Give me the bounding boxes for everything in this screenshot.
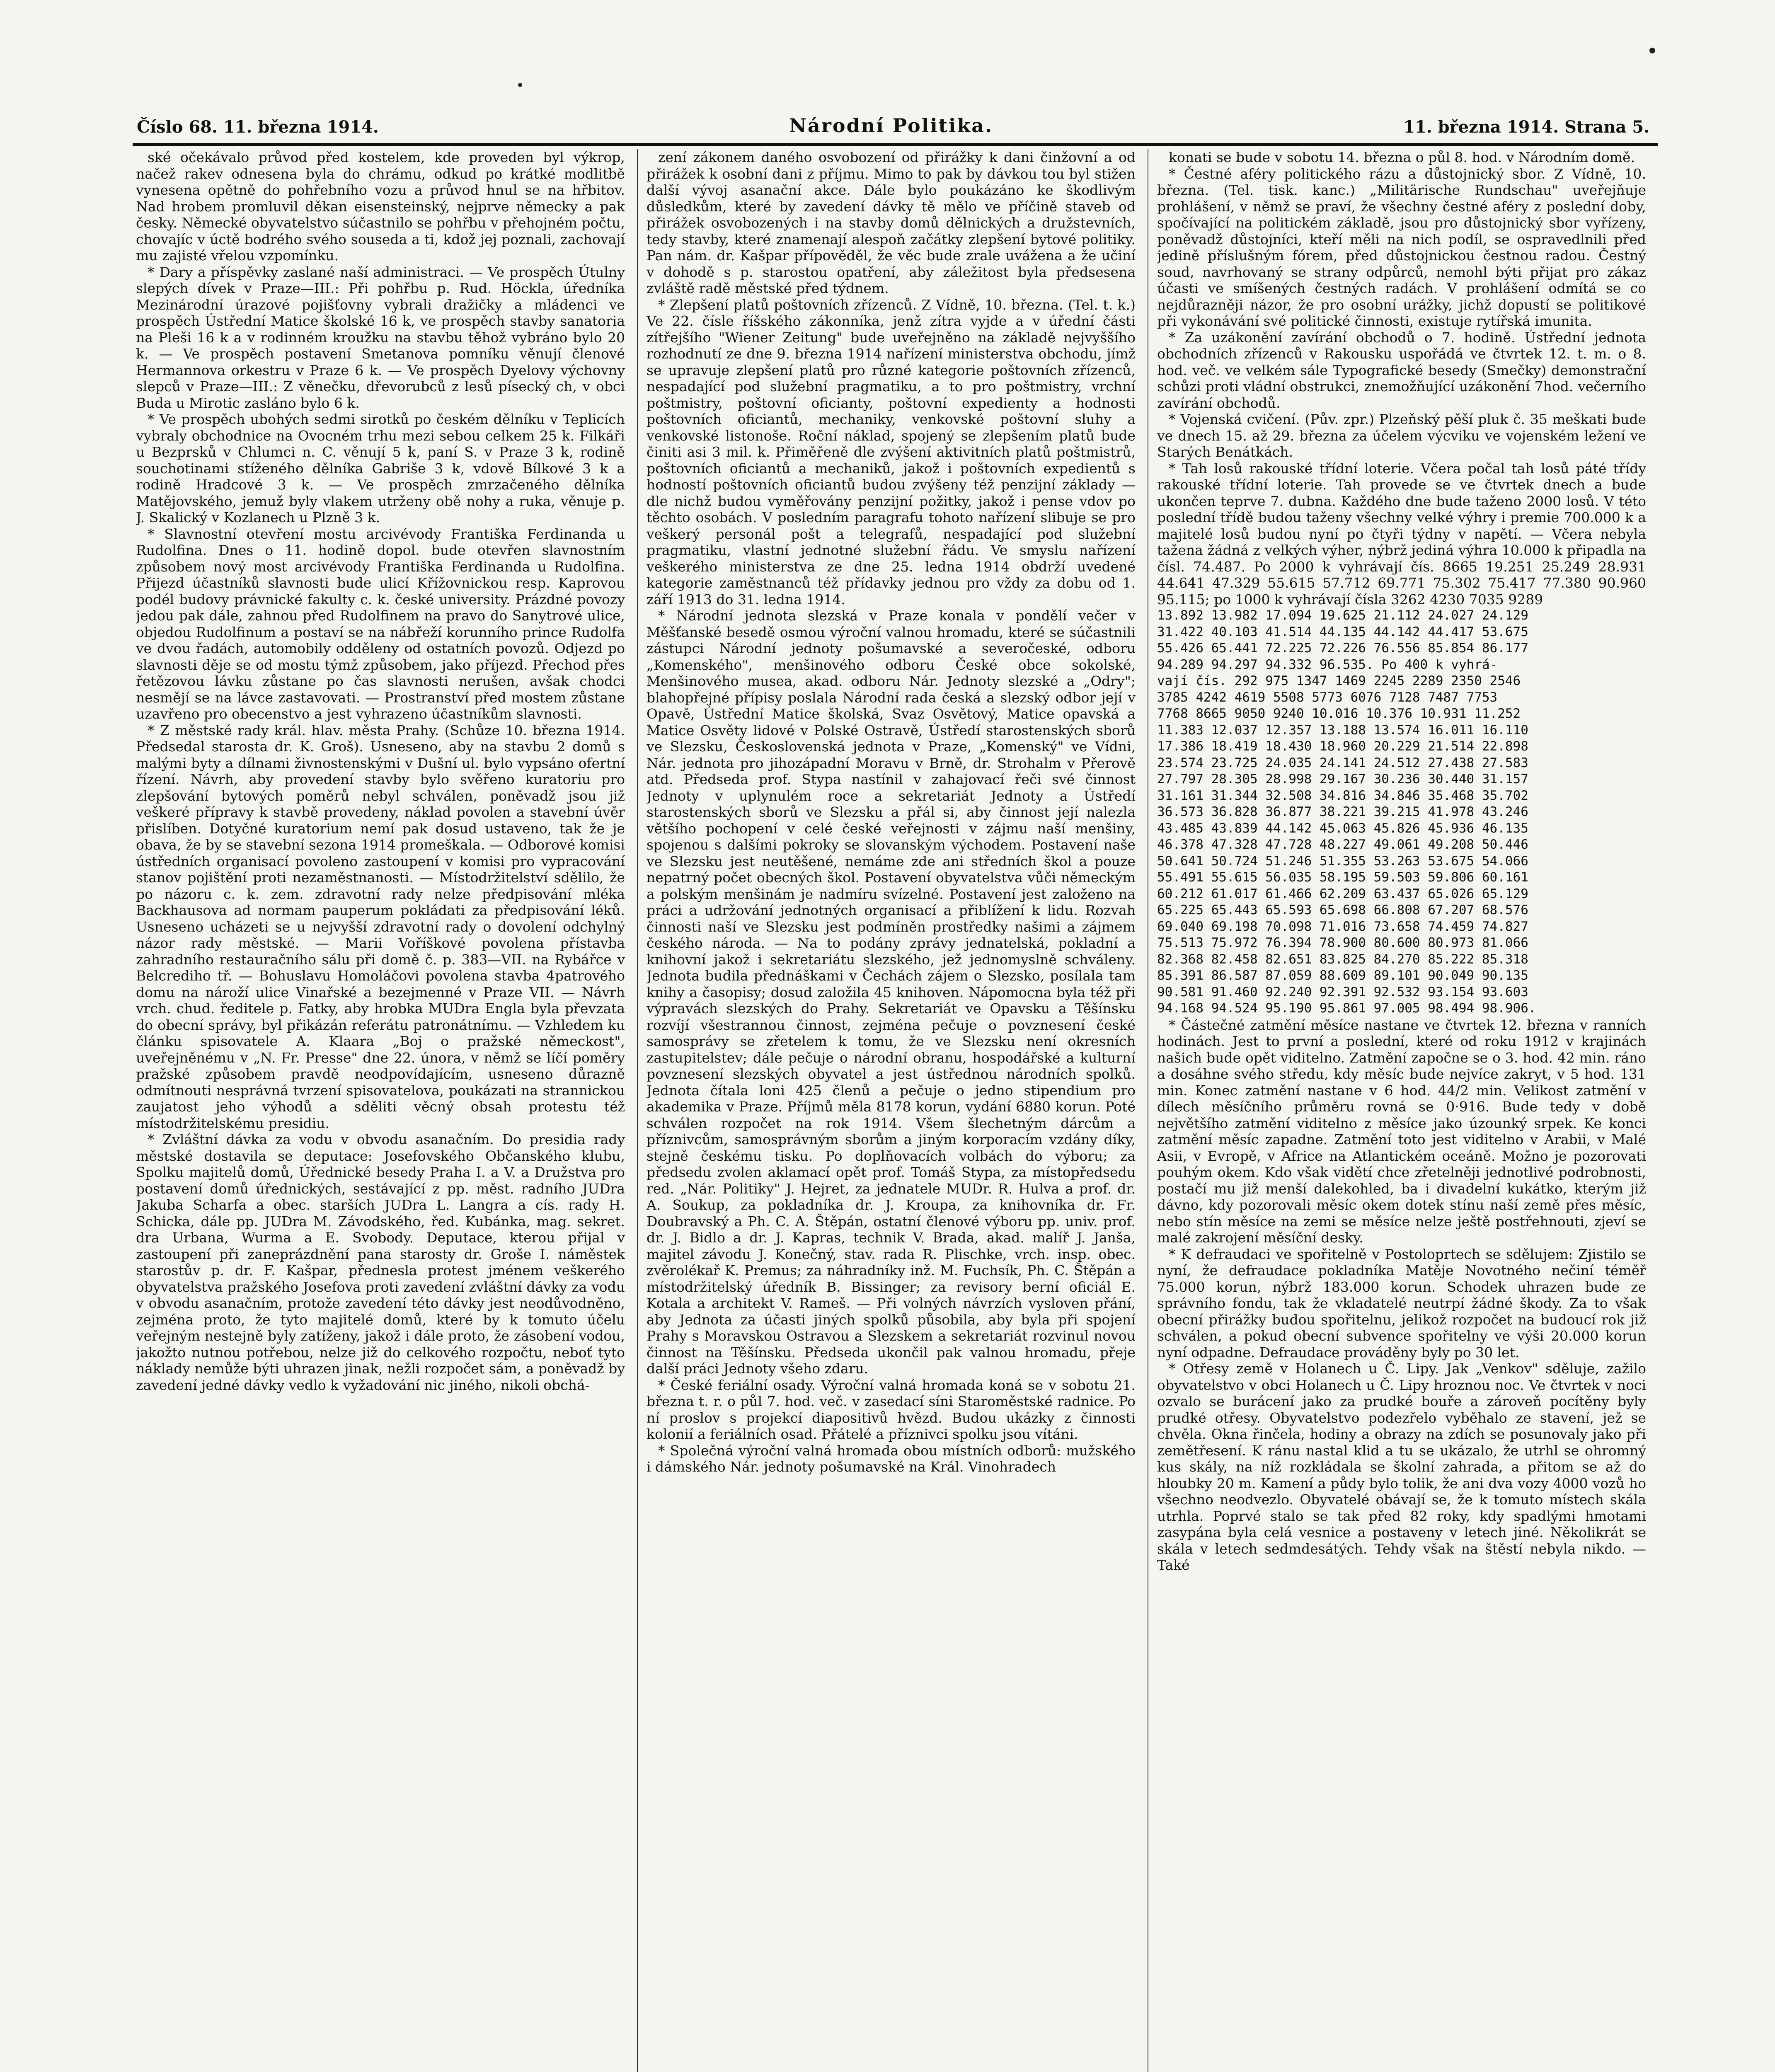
article-paragraph: * Otřesy země v Holanech u Č. Lipy. Jak „Venkov" sděluje, zažilo obyvatelstvo v obci Holanech u Č. Lipy hroznou noc. Ve čtvrtek v noci ozvalo se burácení jako za prudké bouře a zároveň pocítěny byly prudké otřesy. Obyvatelstvo podezřelo vyběhalo ze stavení, jež se chvěla. Okna řinčela, hodiny a obrazy na zdích se posunovaly jako při zemětřesení. K ránu nastal klid a tu se ukázalo, že utrhl se ohromný kus skály, na níž rozkládala se školní zahrada, a přitom se až do hloubky 20 m. Kamení a půdy bylo tolik, že ani dva vozy 4000 vozů ho všechno neodvezlo. Obyvatelé obávají se, že k tomuto místech skála utrhla. Poprvé stalo se tak před 82 roky, kdy spadlými hmotami zasypána byla celá vesnice a postaveny v letech jiné. Několikrát se skála v letech sedmdesátých. Tehdy však na štěstí nebyla nikdo. — Také <box>1157 1360 1646 1573</box>
lottery-row: 13.892 13.982 17.094 19.625 21.112 24.027 24.129 <box>1157 608 1528 623</box>
lottery-row: 65.225 65.443 65.593 65.698 66.808 67.207 68.576 <box>1157 903 1528 917</box>
column-2 <box>647 149 1136 2072</box>
newspaper-title: Národní Politika. <box>789 114 993 137</box>
lottery-results-table <box>1157 608 1646 1017</box>
lottery-row: 50.641 50.724 51.246 51.355 53.263 53.675 54.066 <box>1157 853 1528 869</box>
lottery-row: 55.426 65.441 72.225 72.226 76.556 85.854 86.177 <box>1157 641 1528 656</box>
article-paragraph: * Čestné aféry politického rázu a důstojnický sbor. Z Vídně, 10. března. (Tel. tisk. kanc.) „Militärische Rundschau" uveřejňuje prohlášení, v němž se praví, že všechny čestné aféry z poslední doby, spočívající na politickém základě, jsou pro důstojnický sbor vyřízeny, poněvadž důstojníci, kteří měli na nich podíl, se ospravedlnili před jedině příslušným fórem, před důstojnickou čestnou radou. Čestný soud, navrhovaný se strany odpůrců, nemohl býti přijat pro zákaz účasti ve smíšených čestných radách. V prohlášení odmítá se co nejdůrazněji názor, že pro osobní urážky, jichž dopustí se politikové při vykonávání své politické činnosti, existuje rytířská imunita. <box>1157 165 1646 329</box>
lottery-row: 85.391 86.587 87.059 88.609 89.101 90.049 90.135 <box>1157 968 1528 983</box>
issue-number: Číslo 68. 11. března 1914. <box>137 117 379 137</box>
lottery-row: 69.040 69.198 70.098 71.016 73.658 74.459 74.827 <box>1157 919 1528 934</box>
article-paragraph: * České feriální osady. Výroční valná hromada koná se v sobotu 21. března t. r. o půl 7. hod. več. v zasedací síni Staroměstské radnice. Po ní proslov s projekcí diapositivů hvězd. Budou ukázky z činnosti kolonií a feriálních osad. Přátelé a příznivci spolku jsou vítáni. <box>647 1377 1136 1442</box>
lottery-row: 31.422 40.103 41.514 44.135 44.142 44.417 53.675 <box>1157 624 1528 639</box>
article-paragraph: * Vojenská cvičení. (Pův. zpr.) Plzeňský pěší pluk č. 35 meškati bude ve dnech 15. až 29. března za účelem výcviku ve vojenském ležení ve Starých Benátkách. <box>1157 411 1646 460</box>
article-paragraph: * Zlepšení platů poštovních zřízenců. Z Vídně, 10. března. (Tel. t. k.) Ve 22. čísle říšského zákonníka, jenž zítra vyjde a v úřední části zítřejšího "Wiener Zeitung" bude uveřejněno na základě nejvyššího rozhodnutí ze dne 9. března 1914 nařízení ministerstva obchodu, jímž se upravuje zlepšení platů pro různé kategorie poštovních zřízenců, nespadající pod služební pragmatiku, a to pro poštmistry, vrchní poštmistry, poštovní oficianty, poštovní expedienty a hodnosti poštovních oficiantů, mechaniky, venkovské poštovní sluhy a venkovské listonoše. Roční náklad, spojený se zlepšením platů bude činiti asi 3 mil. k. Přiměřeně dle zvýšení aktivitních platů poštmistrů, poštovních oficiantů a mechaniků, jakož i poštovních expedientů s hodností poštovních oficiantů budou zvýšeny též penzijní základy — dle nichž budou vyměřovány penzijní požitky, jakož i pense vdov po těchto osobách. V posledním paragrafu tohoto nařízení slibuje se pro veškerý personál pošt a telegrafů, nespadající pod služební pragmatiku, vlastní jednotné služební řádu. Ve smyslu nařízení veškerého ministerstva ze dne 25. ledna 1914 obdrží uvedené kategorie zaměstnanců též přídavky jednou pro vždy za dobu od 1. září 1913 do 31. ledna 1914. <box>647 296 1136 608</box>
lottery-row: 55.491 55.615 56.035 58.195 59.503 59.806 60.161 <box>1157 870 1528 885</box>
lottery-row: 23.574 23.725 24.035 24.141 24.512 27.438 27.583 <box>1157 755 1528 770</box>
lottery-row: 60.212 61.017 61.466 62.209 63.437 65.026 65.129 <box>1157 886 1528 901</box>
lottery-row: 46.378 47.328 47.728 48.227 49.061 49.208 50.446 <box>1157 837 1528 852</box>
article-paragraph: * K defraudaci ve spořitelně v Postoloprtech se sdělujem: Zjistilo se nyní, že defraudace pokladníka Matěje Novotného nečiní téměř 75.000 korun, nýbrž 183.000 korun. Schodek uhrazen bude ze správního fondu, tak že vkladatelé neutrpí žádné škody. Za to však obecní přirážky budou spořitelnu, jelikož rozpočet na budoucí rok již schválen, a pokud obecní subvence spořitelny ve výši 20.000 korun nyní odpadne. Defraudace prováděny byly po 30 let. <box>1157 1246 1646 1360</box>
column-1 <box>136 149 625 2072</box>
lottery-row: 36.573 36.828 36.877 38.221 39.215 41.978 43.246 <box>1157 804 1528 819</box>
lottery-row: 75.513 75.972 76.394 78.900 80.600 80.973 81.066 <box>1157 935 1528 950</box>
article-paragraph: * Dary a příspěvky zaslané naší administraci. — Ve prospěch Útulny slepých dívek v Praze—III.: Při pohřbu p. Rud. Höckla, úředníka Mezinárodní úrazové pojišťovny vybrali dražičky a mládenci ve prospěch Ústřední Matice školské 16 k, ve prospěch stavby sanatoria na Pleši 16 k a v rodinném kroužku na stavbu těhož vybráno bylo 20 k. — Ve prospěch postavení Smetanova pomníku věnují členové Hermannova orkestru v Praze 6 k. — Ve prospěch Dyelovy výchovny slepců v Praze—III.: Z věnečku, dřevorubců z lesů písecký ch, v obci Buda u Mirotic zasláno bylo 6 k. <box>136 264 625 411</box>
lottery-row: 94.168 94.524 95.190 95.861 97.005 98.494 98.906. <box>1157 1001 1536 1016</box>
lottery-row: vají čís. 292 975 1347 1469 2245 2289 2350 2546 <box>1157 673 1521 688</box>
date-page: 11. března 1914. Strana 5. <box>1403 117 1649 137</box>
paper-speck <box>1649 48 1655 53</box>
article-paragraph: * Tah losů rakouské třídní loterie. Včera počal tah losů páté třídy rakouské třídní loterie. Tah provede se ve čtvrtek dnech a bude ukončen teprve 7. dubna. Každého dne bude taženo 2000 losů. V této poslední třídě budou taženy všechny velké výhry i premie 700.000 k a majitelé losů budou nyní po čtyři týdny v napětí. — Včera nebyla tažena žádná z velkých výher, nýbrž jediná výhra 10.000 k připadla na čísl. 74.487. Po 2000 k vyhrávají čís. 8665 19.251 25.249 28.931 44.641 47.329 55.615 57.712 69.771 75.302 75.417 77.380 90.960 95.115; po 1000 k vyhrávají čísla 3262 4230 7035 9289 <box>1157 460 1646 608</box>
article-paragraph: * Společná výroční valná hromada obou místních odborů: mužského i dámského Nár. jednoty pošumavské na Král. Vinohradech <box>647 1442 1136 1475</box>
lottery-row: 94.289 94.297 94.332 96.535. Po 400 k vyhrá- <box>1157 657 1498 672</box>
article-paragraph: * Slavnostní otevření mostu arcivévody Františka Ferdinanda u Rudolfina. Dnes o 11. hodině dopol. bude otevřen slavnostním způsobem nový most arcivévody Františka Ferdinanda u Rudolfina. Přijezd účastníků slavnosti bude ulicí Křížovnickou resp. Kaprovou podél budovy právnické fakulty c. k. české university. Prázdné povozy jedou pak dále, zahnou před Rudolfinem na pravo do Sanytrové ulice, objedou Rudolfinum a postaví se na nábřeží korunního prince Rudolfa ve dvou řadách, automobily odděleny od ostatních povozů. Odjezd po slavnosti děje se od mostu týmž způsobem, jako příjezd. Přechod přes řetězovou lávku zůstane po čas slavnosti nerušen, avšak chodci nesmějí se na lávce zastavovati. — Prostranství před mostem zůstane uzavřeno pro obecenstvo a jest vyhrazeno účastníkům slavnosti. <box>136 525 625 722</box>
article-paragraph: * Zvláštní dávka za vodu v obvodu asanačním. Do presidia rady městské dostavila se deputace: Josefovského Občanského klubu, Spolku majitelů domů, Úřednické besedy Praha I. a V. a Družstva pro postavení domů úřednických, sestávající z pp. měst. radního JUDra Jakuba Scharfa a obec. starších JUDra L. Langra a cís. rady H. Schicka, dále pp. JUDra M. Závodského, řed. Kubánka, mag. sekret. dra Urbana, Wurma a E. Svobody. Deputace, kterou přijal v zastoupení při zaneprázdnění pana starosty dr. Groše I. náměstek starostův p. dr. F. Kašpar, přednesla protest jménem veškerého obyvatelstva pražského Josefova proti zavedení zvláštní dávky za vodu v obvodu asanačním, protože zavedení této dávky jest neodůvodněno, zejména proto, že tyto majitelé domů, které by k tomuto účelu veřejným nestejně byly zatíženy, jakož i dále proto, že zásobení vodou, jakožto nutnou potřebou, nelze již do celkového rozpočtu, neboť tyto náklady nemůže býti uhrazen jinak, nežli rozpočet sám, a poněvadž by zavedení jedné dávky vedlo k vyžadování nic jiného, nikoli obchá- <box>136 1131 625 1393</box>
lottery-row: 17.386 18.419 18.430 18.960 20.229 21.514 22.898 <box>1157 739 1528 754</box>
lottery-row: 27.797 28.305 28.998 29.167 30.236 30.440 31.157 <box>1157 772 1528 787</box>
article-paragraph: * Ve prospěch ubohých sedmi sirotků po českém dělníku v Teplicích vybraly obchodnice na Ovocném trhu mezi sebou celkem 25 k. Filkáři u Bezprsků v Chlumci n. C. věnují 5 k, paní S. v Praze 3 k, rodině souchotinami stíženého dělníka Gabriše 3 k, vdově Bílkové 3 k a rodině Hradcové 3 k. — Ve prospěch zmrzačeného dělníka Matějovského, jemuž byly vlakem utrženy obě nohy a ruka, věnuje p. J. Skalický v Kozlanech u Plzně 3 k. <box>136 411 625 525</box>
header-rule <box>133 143 1658 146</box>
column-3 <box>1157 149 1646 2072</box>
lottery-row: 3785 4242 4619 5508 5773 6076 7128 7487 7753 <box>1157 690 1498 705</box>
lottery-row: 82.368 82.458 82.651 83.825 84.270 85.222 85.318 <box>1157 951 1528 967</box>
article-paragraph: * Částečné zatmění měsíce nastane ve čtvrtek 12. března v ranních hodinách. Jest to první a poslední, které od roku 1912 v krajinách našich bude opět viditelno. Zatmění započne se o 3. hod. 42 min. ráno a dosáhne svého středu, kdy měsíc bude nejvíce zakryt, v 5 hod. 131 min. Konec zatmění nastane v 6 hod. 44/2 min. Velikost zatmění v dílech měsíčního průměru rovná se 0·916. Bude tedy v době největšího zatmění viditelno z měsíce jako úzounký srpek. Ke konci zatmění měsíc zapadne. Zatmění toto jest viditelno v Arabii, v Malé Asii, v Evropě, v Africe na Atlantickém oceáně. Možno je pozorovati pouhým okem. Kdo však vidětí chce zřetelněji jednotlivé podrobnosti, postačí mu již menší dalekohled, ba i divadelní kukátko, kterým již dávno, kdy pozorovali měsíc okem dotek stínu naší země přes měsíc, nebo stín měsíce na zemi se měsíce nelze ještě postřehnouti, zjeví se malé zakrojení měsíční desky. <box>1157 1017 1646 1246</box>
article-paragraph: konati se bude v sobotu 14. března o půl 8. hod. v Národním domě. <box>1169 149 1635 165</box>
lottery-row: 7768 8665 9050 9240 10.016 10.376 10.931 11.252 <box>1157 706 1521 721</box>
article-paragraph: * Národní jednota slezská v Praze konala v pondělí večer v Měšťanské besedě osmou výroční valnou hromadu, které se súčastnili zástupci Národní jednoty pošumavské a severočeské, odboru „Komenského", menšinového odboru České obce sokolské, Menšinového musea, akad. odboru Nár. Jednoty slezské a „Odry"; blahopřejné přípisy poslala Národní rada česká a slezský odbor její v Opavě, Ústřední Matice školská, Svaz Osvětový, Matice opavská a Matice Osvěty lidové v Polské Ostravě, Ústředí starostenských sborů ve Slezsku, Československá jednota v Praze, „Komenský" ve Vídni, Nár. jednota pro jihozápadní Moravu v Brně, dr. Strohalm v Přerově atd. Předseda prof. Stypa nastínil v zahajovací řeči své činnost Jednoty v uplynulém roce a sekretariát Jednoty a Ústředí starostenských sborů ve Slezsku a přál si, aby činnost její nalezla většího pochopení v celé české veřejnosti v zájmu naší menšiny, spojenou s dalšími pokroky se slovanským východem. Postavení naše ve Slezsku jest neutěšené, nemáme zde ani středních škol a pouze nepatrný počet obecných škol. Postavení obyvatelstva vůči německým a polským menšinám je nadmíru svízelné. Postavení jest založeno na práci a udržování jednotných organisací a přiblížení k lidu. Rozvah činnosti naší ve Slezsku jest podmíněn prostředky našimi a zájmem českého národa. — Na to podány zprávy jednatelská, pokladní a knihovní jakož i sekretariátu slezského, jež jednomyslně schváleny. Jednota budila přednáškami v Čechách zájem o Slezsko, posílala tam knihy a časopisy; dosud založila 45 knihoven. Nápomocna byla též při výpravách slezských do Prahy. Sekretariát ve Opavsku a Těšínsku rozvíjí všestrannou činnost, zejména pečuje o povznesení české samosprávy se zřetelem k tomu, že ve Slezsku není okresních zastupitelstev; dále pečuje o národní obranu, hospodářské a kulturní povznesení slezských obyvatel a jest ústřednou národních spolků. Jednota čítala loni 425 členů a pečuje o jedno stipendium pro akademika v Praze. Příjmů měla 8178 korun, vydání 6880 korun. Poté schválen rozpočet na rok 1914. Všem šlechetným dárcům a příznivcům, samosprávným sborům a jiným korporacím vzdány díky, stejně českému tisku. Po doplňovacích volbách do výboru; za předsedu zvolen aklamací opět prof. Tomáš Stypa, za místopředsedu red. „Nár. Politiky" J. Hejret, za jednatele MUDr. R. Hulva a prof. dr. A. Soukup, za pokladníka dr. J. Kroupa, za knihovníka dr. Fr. Doubravský a Ph. C. A. Štěpán, ostatní členové výboru pp. univ. prof. dr. J. Bidlo a dr. J. Kapras, technik V. Brada, akad. malíř J. Janša, majitel závodu J. Konečný, stav. rada R. Plischke, vrch. insp. obec. zvěrolékař K. Premus; za náhradníky inž. M. Fuchsík, Ph. C. Štěpán a místodržitelský úředník B. Bissinger; za revisory berní oficiál E. Kotala a architekt V. Rameš. — Při volných návrzích vysloven přání, aby Jednota za účasti jiných spolků působila, aby byla při spojení Prahy s Moravskou Ostravou a Slezskem a sekretariát rozvinul novou činnost na Těšínsku. Předseda ukončil pak valnou hromadu, přeje další práci Jednoty všeho zdaru. <box>647 608 1136 1377</box>
article-paragraph: * Za uzákonění zavírání obchodů o 7. hodině. Ústřední jednota obchodních zřízenců v Rakousku uspořádá ve čtvrtek 12. t. m. o 8. hod. več. ve velkém sále Typografické besedy (Smečky) demonstrační schůzi proti vládní obstrukci, znemožňující uzákonění 7hod. večerního zavírání obchodů. <box>1157 329 1646 411</box>
lottery-row: 31.161 31.344 32.508 34.816 34.846 35.468 35.702 <box>1157 788 1528 803</box>
paper-speck <box>518 83 522 87</box>
lottery-row: 11.383 12.037 12.357 13.188 13.574 16.011 16.110 <box>1157 722 1528 738</box>
article-paragraph: zení zákonem daného osvobození od přirážky k dani činžovní a od přirážek k osobní dani z příjmu. Mimo to pak by dávkou tou byl stižen další vývoj asanační akce. Dále bylo poukázáno ke škodlivým důsledkům, které by zavedení dávky tě mělo ve příčině staveb od přirážek osvobozených i na stavby domů dělnických a družstevních, tedy stavby, které znamenají alespoň začátky zlepšení bytové politiky. Pan nám. dr. Kašpar přípověděl, že věc bude zrale uvážena a že učiní v dohodě s p. starostou opatření, aby záležitost byla předsesena zvláště radě městské před týdnem. <box>647 149 1136 296</box>
lottery-row: 43.485 43.839 44.142 45.063 45.826 45.936 46.135 <box>1157 821 1528 836</box>
page-header <box>137 111 1649 137</box>
lottery-row: 90.581 91.460 92.240 92.391 92.532 93.154 93.603 <box>1157 984 1528 1000</box>
column-divider <box>637 149 638 2072</box>
article-paragraph: * Z městské rady král. hlav. města Prahy. (Schůze 10. března 1914. Předsedal starosta dr. K. Groš). Usneseno, aby na stavbu 2 domů s malými byty a dílnami živnostenskými v Dušní ul. bylo vypsáno ofertní řízení. Návrh, aby provedení stavby bylo svěřeno kuratoriu pro zlepšování bytových poměrů nebyl schválen, poněvadž jsou již veškeré přípravy k stavbě provedeny, náklad povolen a stavební úvěr přislíben. Dotyčné kuratorium nemí pak dosud ustaveno, tak že je obava, že by se stavební sezona 1914 promeškala. — Odborové komisi ústředních organisací povoleno zastoupení v komisi pro vypracování stanov pojištění proti nezaměstnanosti. — Místodržitelství sdělilo, že po názoru c. k. zem. zdravotní rady nelze předpisování mléka Backhausova ad normam pauperum pokládati za předpisování léků. Usneseno ucházeti se u nejvyšší zdravotní rady o dovolení odchylný názor rady městské. — Marii Voříškové povolena přístavba zahradního restauračního sálu při domě č. p. 383—VII. na Rybářce v Belcrediho tř. — Bohuslavu Homoláčovi povolena stavba 4patrového domu na nároží ulice Vinařské a bezejmenné v Praze VII. — Návrh vrch. chud. ředitele p. Fatky, aby hrobka MUDra Engla byla převzata do obecní správy, byl přikázán referátu patronátnímu. — Vzhledem ku článku spisovatele A. Klaara „Boj o pražské německost", uveřejněnému v „N. Fr. Presse" dne 22. února, v němž se líčí poměry pražské způsobem pravdě neodpovídajícím, usneseno důrazně odmítnouti nesprávná tvrzení spisovatelova, poukázati na strannickou zaujatost jeho výhodů a sděliti věcný obsah protestu též místodržitelskému presidiu. <box>136 722 625 1131</box>
article-paragraph: ské očekávalo průvod před kostelem, kde proveden byl výkrop, načež rakev odnesena byla do chrámu, odkud po krátké modlitbě vynesena opětně do pohřebního vozu a průvod hnul se na hřbitov. Nad hrobem promluvil děkan eisensteinský, nejprve německy a pak česky. Německé obyvatelstvo súčastnilo se pohřbu v přehojném počtu, chovajíc v úctě bodrého svého souseda a ti, kdož jej poznali, zachovají mu zajisté vřelou vzpomínku. <box>136 149 625 264</box>
